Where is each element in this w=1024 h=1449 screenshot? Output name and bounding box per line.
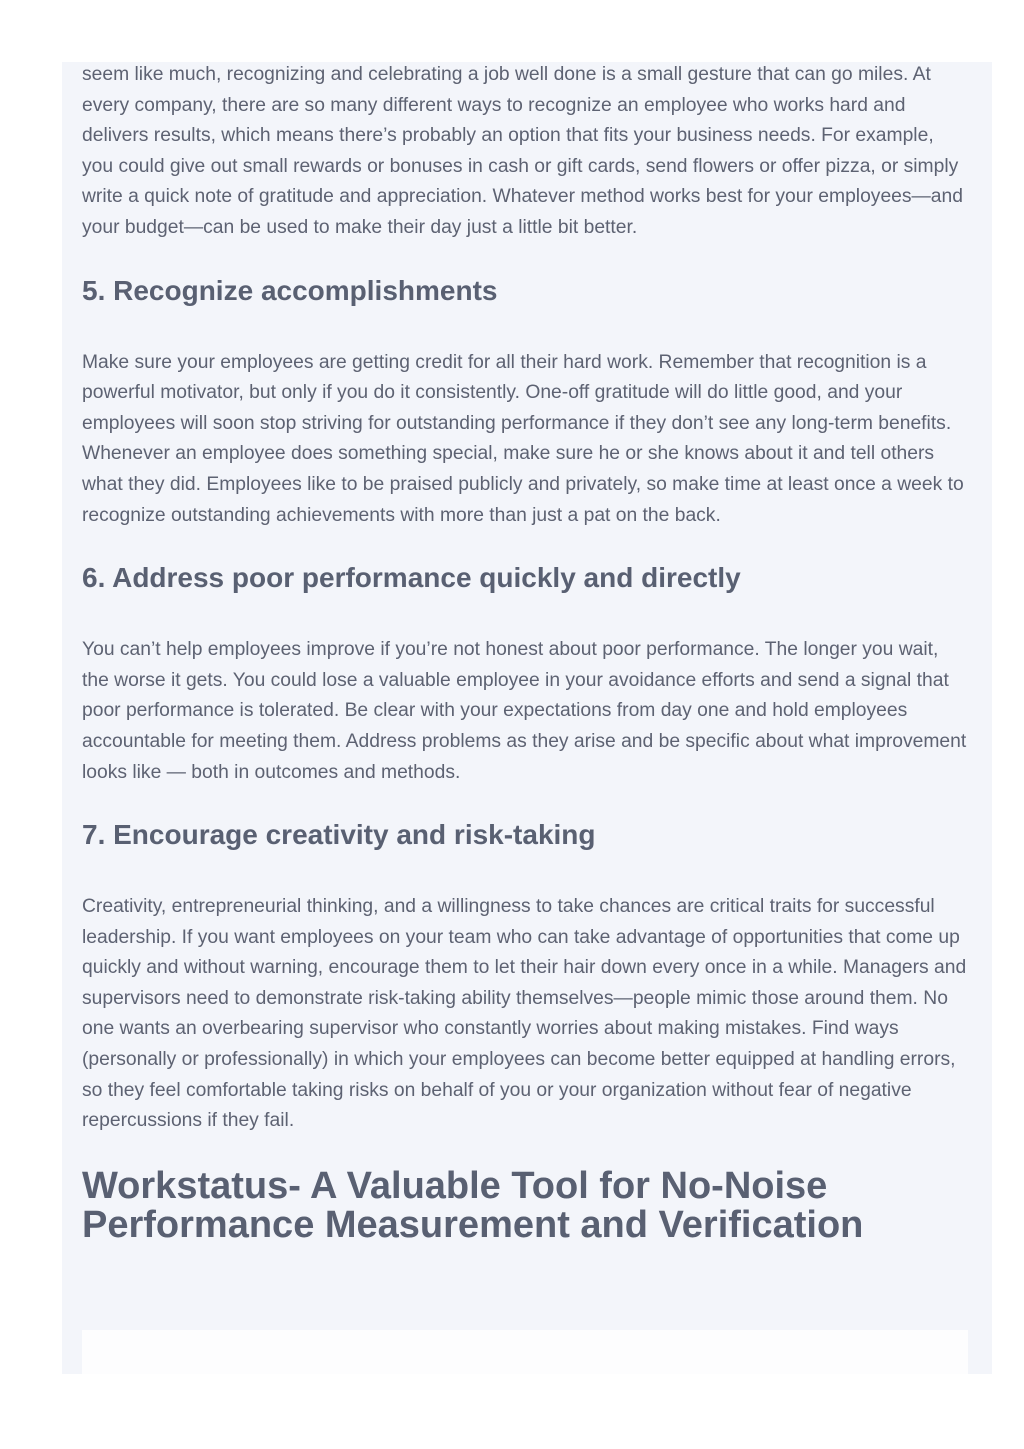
main-heading: Workstatus- A Valuable Tool for No-Noise Performance Measurement and Verification <box>82 1164 864 1246</box>
embedded-content-box <box>82 1330 968 1374</box>
section-heading-poor-performance: 6. Address poor performance quickly and directly <box>82 562 741 594</box>
section-body-creativity: Creativity, entrepreneurial thinking, and a willingness to take chances are critical traits for successful leadership. If you want employees on your team who can take advantage of opportunities that come up quickly and without warning, encourage them to let their hair down every once in a while. Managers and supervisors need to demonstrate risk-taking ability themselves—people mimic those around them. No one wants an overbearing supervisor who constantly worries about making mistakes. Find ways (personally or professionally) in which your employees can become better equipped at handling errors, so they feel comfortable taking risks on behalf of you or your organization without fear of negative repercussions if they fail. <box>82 896 967 1132</box>
section-heading-creativity: 7. Encourage creativity and risk-taking <box>82 819 596 851</box>
intro-paragraph: seem like much, recognizing and celebrating a job well done is a small gesture that can go miles. At every company, there are so many different ways to recognize an employee who works hard and delivers results, which means there’s probably an option that fits your business needs. For example, you could give out small rewards or bonuses in cash or gift cards, send flowers or offer pizza, or simply write a quick note of gratitude and appreciation. Whatever method works best for your employees—and your budget—can be used to make their day just a little bit better. <box>82 64 963 238</box>
section-body-recognize: Make sure your employees are getting credit for all their hard work. Remember that recognition is a powerful motivator, but only if you do it consistently. One-off gratitude will do little good, and your employees will soon stop striving for outstanding performance if they don’t see any long-term benefits. Whenever an employee does something special, make sure he or she knows about it and tell others what they did. Employees like to be praised publicly and privately, so make time at least once a week to recognize outstanding achievements with more than just a pat on the back. <box>82 351 964 526</box>
article-content <box>62 62 992 1374</box>
section-body-poor-performance: You can’t help employees improve if you’re not honest about poor performance. The longer you wait, the worse it gets. You could lose a valuable employee in your avoidance efforts and send a signal that poor performance is tolerated. Be clear with your expectations from day one and hold employees accountable for meeting them. Address problems as they arise and be specific about what improvement looks like — both in outcomes and methods. <box>82 639 967 783</box>
section-heading-recognize: 5. Recognize accomplishments <box>82 274 498 306</box>
